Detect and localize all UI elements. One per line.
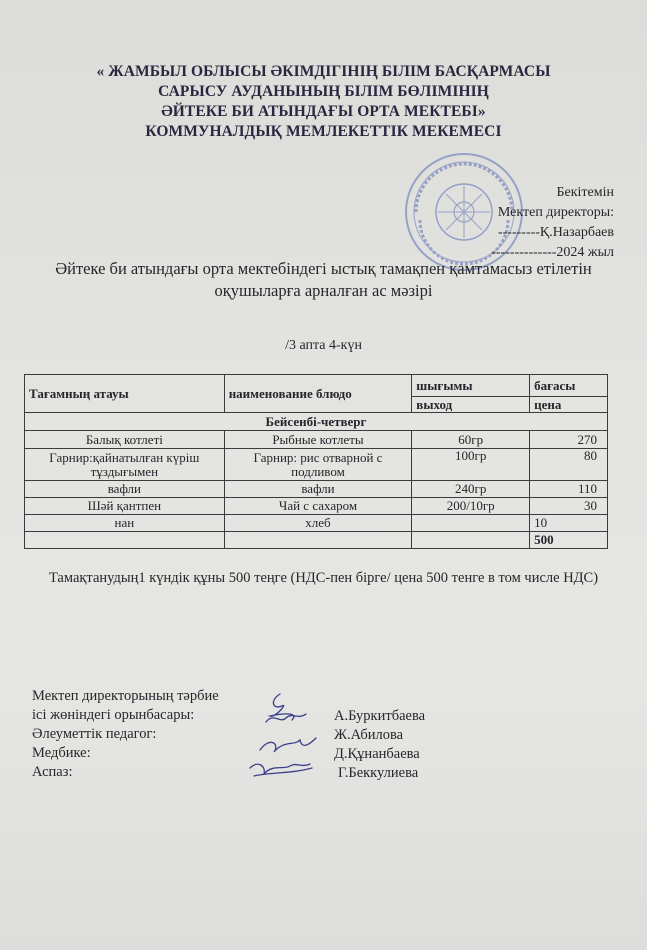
staff-roles	[32, 687, 219, 782]
staff-name: А.Буркитбаева	[334, 708, 426, 724]
dish-yield: 100гр	[412, 449, 530, 481]
approval-line: Мектеп директоры:	[497, 205, 614, 220]
dish-price: 270	[530, 431, 608, 449]
header-line: КОММУНАЛДЫҚ МЕМЛЕКЕТТІК МЕКЕМЕСІ	[145, 123, 502, 140]
staff-role: ісі жөніндегі орынбасары:	[32, 707, 195, 723]
table-row	[25, 498, 608, 515]
dish-price: 80	[530, 449, 608, 481]
staff-role: Медбике:	[32, 745, 91, 761]
header-price-ru: цена	[530, 397, 608, 413]
approval-line: Бекітемін	[556, 185, 614, 200]
header-line: « ЖАМБЫЛ ОБЛЫСЫ ӘКІМДІГІНІҢ БІЛІМ БАСҚАРМАСЫ	[96, 63, 551, 80]
header-price-kz: бағасы	[530, 375, 608, 397]
dish-price: 110	[530, 481, 608, 498]
total-price: 500	[530, 532, 608, 549]
header-line: ӘЙТЕКЕ БИ АТЫНДАҒЫ ОРТА МЕКТЕБІ»	[161, 103, 486, 120]
dish-name-ru: Чай с сахаром	[224, 498, 412, 515]
header-yield-ru: выход	[412, 397, 530, 413]
dish-name-ru: вафли	[224, 481, 412, 498]
staff-role: Мектеп директорының тәрбие	[32, 688, 219, 704]
dish-yield: 60гр	[412, 431, 530, 449]
title-line: Әйтеке би атындағы орта мектебіндегі ыстық тамақпен қамтамасыз етілетін	[55, 259, 592, 278]
header-name-kz: Тағамның атауы	[25, 375, 225, 413]
approval-line: ---------Қ.Назарбаев	[497, 225, 614, 240]
header-yield-kz: шығымы	[412, 375, 530, 397]
staff-name: Г.Беккулиева	[338, 765, 419, 781]
dish-name-kz: Балық котлеті	[25, 431, 225, 449]
table-row	[25, 515, 608, 532]
table-total-row	[25, 532, 608, 549]
daily-cost-note: Тамақтанудың1 күндік құны 500 теңге (НДС-пен бірге/ цена 500 тенге в том числе НДС)	[48, 570, 599, 586]
dish-yield	[412, 515, 530, 532]
dish-yield: 240гр	[412, 481, 530, 498]
document-title	[0, 258, 647, 302]
header-line: САРЫСУ АУДАНЫНЫҢ БІЛІМ БӨЛІМІНІҢ	[158, 83, 489, 100]
staff-role: Аспаз:	[32, 764, 73, 780]
menu-table	[24, 374, 608, 549]
header-name-ru: наименование блюдо	[224, 375, 412, 413]
signatures-icon	[240, 690, 330, 790]
staff-role: Әлеуметтік педагог:	[32, 726, 157, 742]
staff-name: Ж.Абилова	[334, 727, 404, 743]
table-row	[25, 449, 608, 481]
day-label: Бейсенбі-четверг	[25, 413, 608, 431]
dish-name-ru: Рыбные котлеты	[224, 431, 412, 449]
approval-line: --------------2024 жыл	[491, 245, 614, 260]
table-row	[25, 431, 608, 449]
dish-name-kz: вафли	[25, 481, 225, 498]
week-day-label: /3 апта 4-күн	[285, 338, 362, 353]
dish-name-ru: хлеб	[224, 515, 412, 532]
table-row	[25, 481, 608, 498]
dish-price: 30	[530, 498, 608, 515]
institution-header	[0, 62, 647, 142]
dish-name-kz: нан	[25, 515, 225, 532]
dish-yield: 200/10гр	[412, 498, 530, 515]
staff-names	[334, 707, 425, 783]
dish-price: 10	[530, 515, 608, 532]
title-line: оқушыларға арналған ас мәзірі	[214, 281, 433, 300]
dish-name-kz: Гарнир:қайнатылған күріш тұздығымен	[25, 449, 225, 481]
staff-name: Д.Құнанбаева	[334, 746, 420, 762]
dish-name-ru: Гарнир: рис отварной с подливом	[224, 449, 412, 481]
approval-block	[491, 183, 614, 263]
dish-name-kz: Шәй қантпен	[25, 498, 225, 515]
